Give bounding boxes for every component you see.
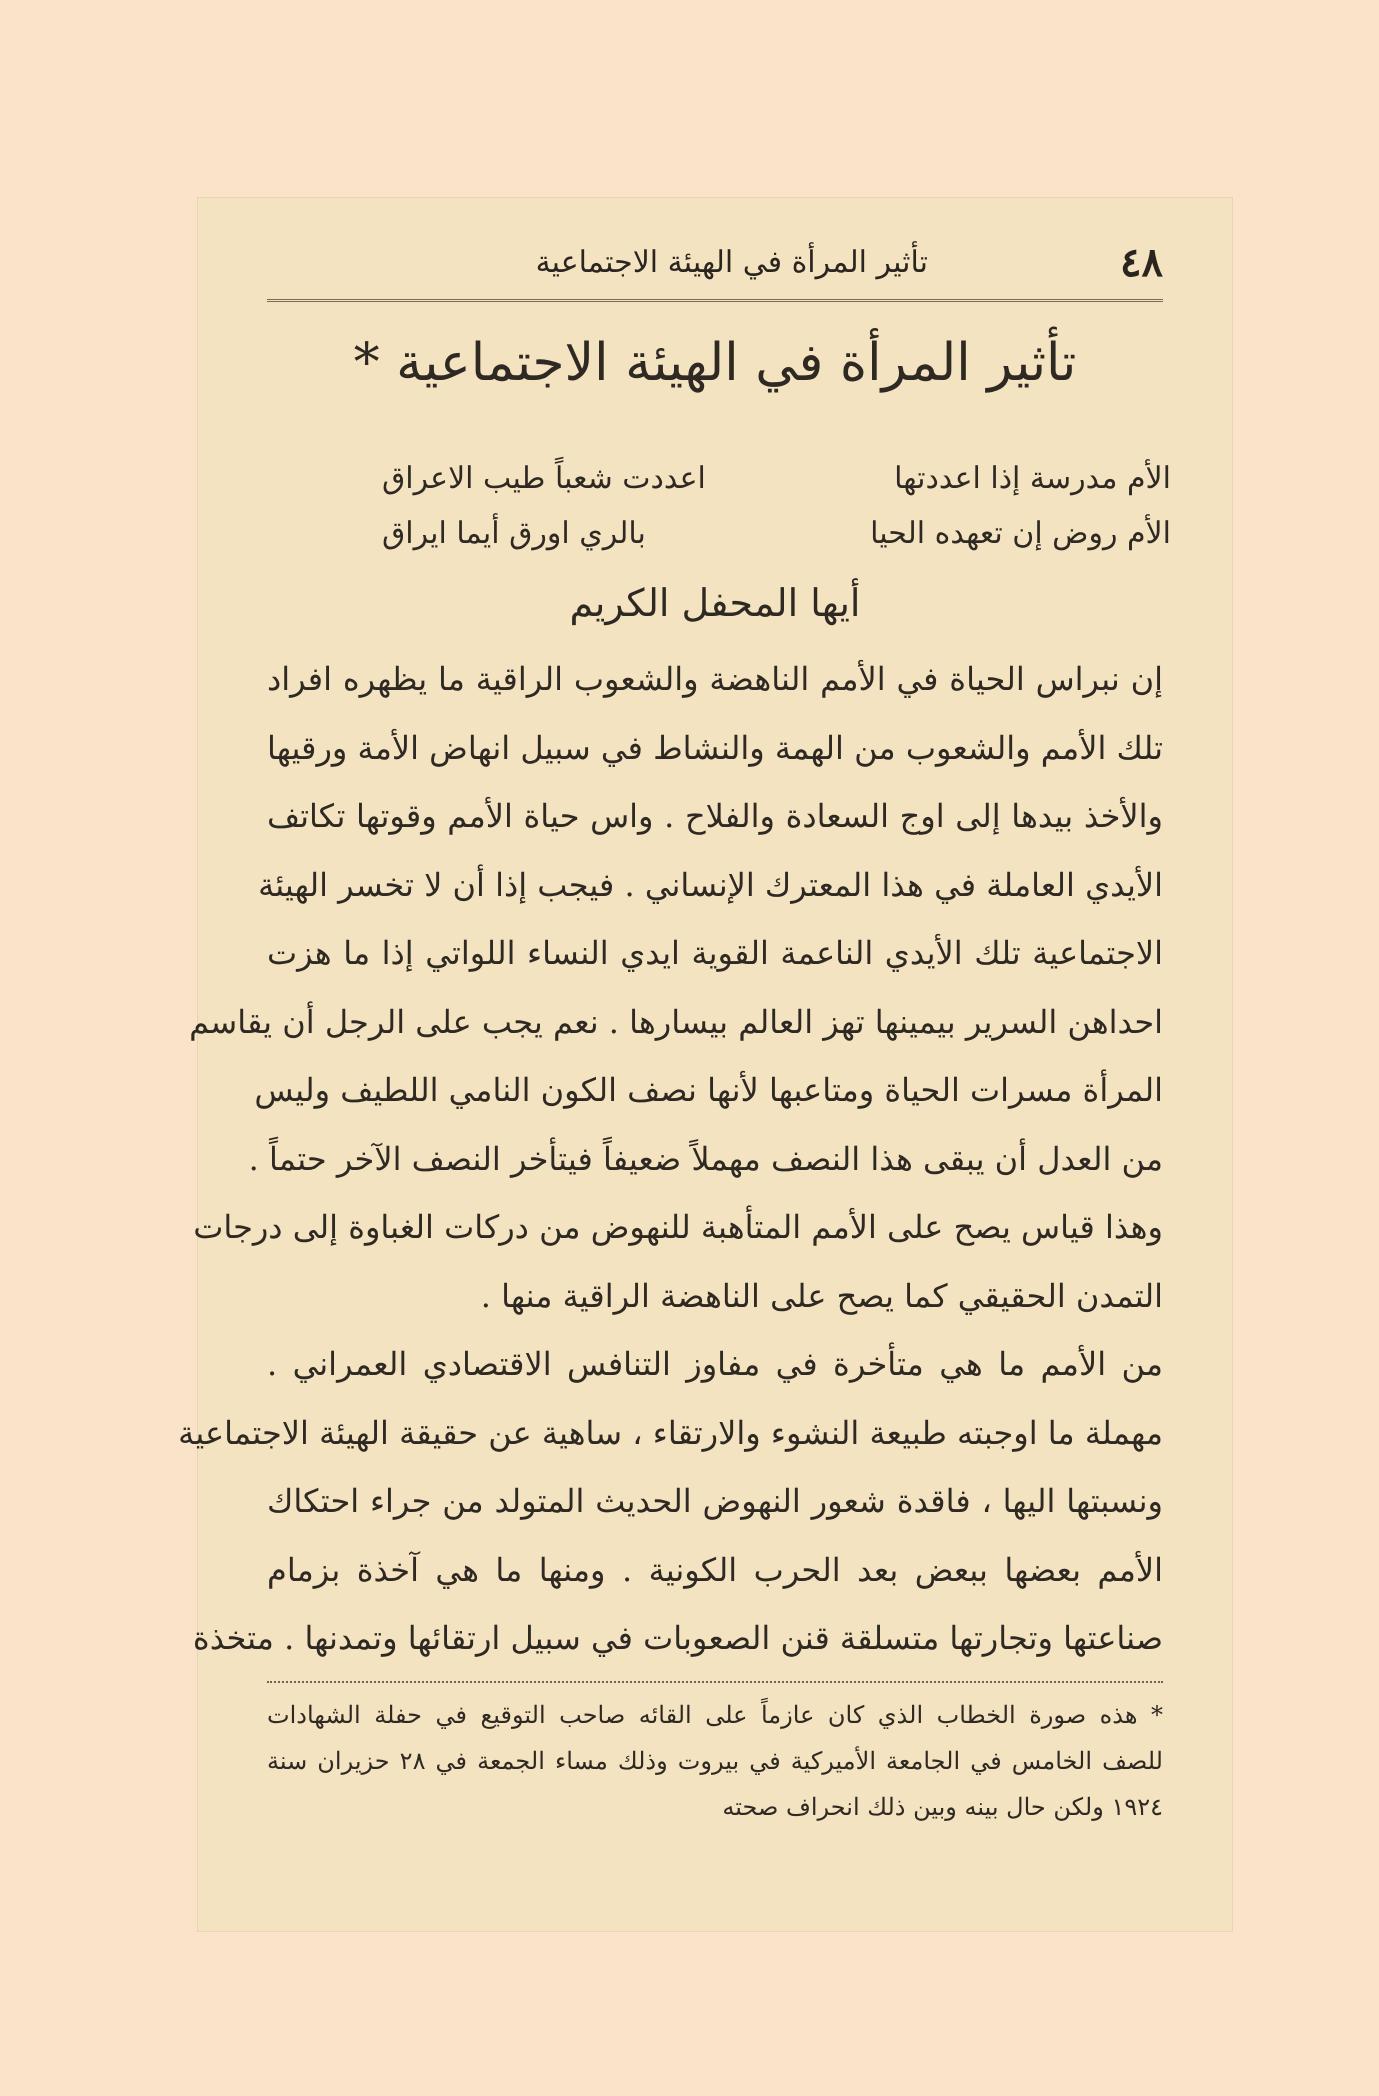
speech-address: أيها المحفل الكريم xyxy=(569,581,861,625)
body-line: مهملة ما اوجبته طبيعة النشوء والارتقاء ، ساهية عن حقيقة الهيئة الاجتماعية xyxy=(178,1414,1163,1452)
poem-hemistich-right: الأم مدرسة إذا اعددتها xyxy=(894,461,1171,496)
book-page xyxy=(178,197,1233,1932)
body-line: المرأة مسرات الحياة ومتاعبها لأنها نصف الكون النامي اللطيف وليس xyxy=(254,1071,1163,1109)
body-line: الأمم بعضها ببعض بعد الحرب الكونية . ومنها ما هي آخذة بزمام xyxy=(267,1551,1163,1589)
running-title: تأثير المرأة في الهيئة الاجتماعية xyxy=(535,245,928,280)
body-line: الأيدي العاملة في هذا المعترك الإنساني . فيجب إذا أن لا تخسر الهيئة xyxy=(258,866,1163,904)
poem-verse xyxy=(382,459,1171,499)
body-line: تلك الأمم والشعوب من الهمة والنشاط في سبيل انهاض الأمة ورقيها xyxy=(267,729,1164,767)
footnote-divider xyxy=(267,1681,1163,1683)
page-header xyxy=(267,227,1163,302)
page-number: ٤٨ xyxy=(1120,239,1163,286)
poem-verse xyxy=(382,514,1171,554)
poem-hemistich-right: الأم روض إن تعهده الحيا xyxy=(870,516,1171,551)
footnote-line: * هذه صورة الخطاب الذي كان عازماً على القائه صاحب التوقيع في حفلة الشهادات xyxy=(267,1701,1164,1729)
chapter-title: تأثير المرأة في الهيئة الاجتماعية * xyxy=(353,333,1077,393)
body-line: من العدل أن يبقى هذا النصف مهملاً ضعيفاً فيتأخر النصف الآخر حتماً . xyxy=(248,1140,1163,1178)
body-line: من الأمم ما هي متأخرة في مفاوز التنافس الاقتصادي العمراني . xyxy=(267,1345,1163,1383)
poem-hemistich-left: اعددت شعباً طيب الاعراق xyxy=(382,461,706,496)
footnote-line: للصف الخامس في الجامعة الأميركية في بيروت وذلك مساء الجمعة في ٢٨ حزيران سنة xyxy=(267,1747,1163,1775)
body-line: إن نبراس الحياة في الأمم الناهضة والشعوب الراقية ما يظهره افراد xyxy=(267,660,1163,698)
body-line: احداهن السرير بيمينها تهز العالم بيسارها . نعم يجب على الرجل أن يقاسم xyxy=(189,1003,1163,1041)
body-line: ونسبتها اليها ، فاقدة شعور النهوض الحديث المتولد من جراء احتكاك xyxy=(267,1482,1164,1520)
body-line: والأخذ بيدها إلى اوج السعادة والفلاح . واس حياة الأمم وقوتها تكاتف xyxy=(267,797,1163,835)
body-line: الاجتماعية تلك الأيدي الناعمة القوية ايدي النساء اللواتي إذا ما هزت xyxy=(267,934,1164,972)
poem-hemistich-left: بالري اورق أيما ايراق xyxy=(382,516,646,551)
body-line: صناعتها وتجارتها متسلقة قنن الصعوبات في سبيل ارتقائها وتمدنها . متخذة xyxy=(192,1619,1163,1657)
body-line: وهذا قياس يصح على الأمم المتأهبة للنهوض من دركات الغباوة إلى درجات xyxy=(193,1208,1163,1246)
body-line: التمدن الحقيقي كما يصح على الناهضة الراقية منها . xyxy=(480,1277,1163,1315)
footnote-line: ١٩٢٤ ولكن حال بينه وبين ذلك انحراف صحته xyxy=(722,1793,1163,1821)
